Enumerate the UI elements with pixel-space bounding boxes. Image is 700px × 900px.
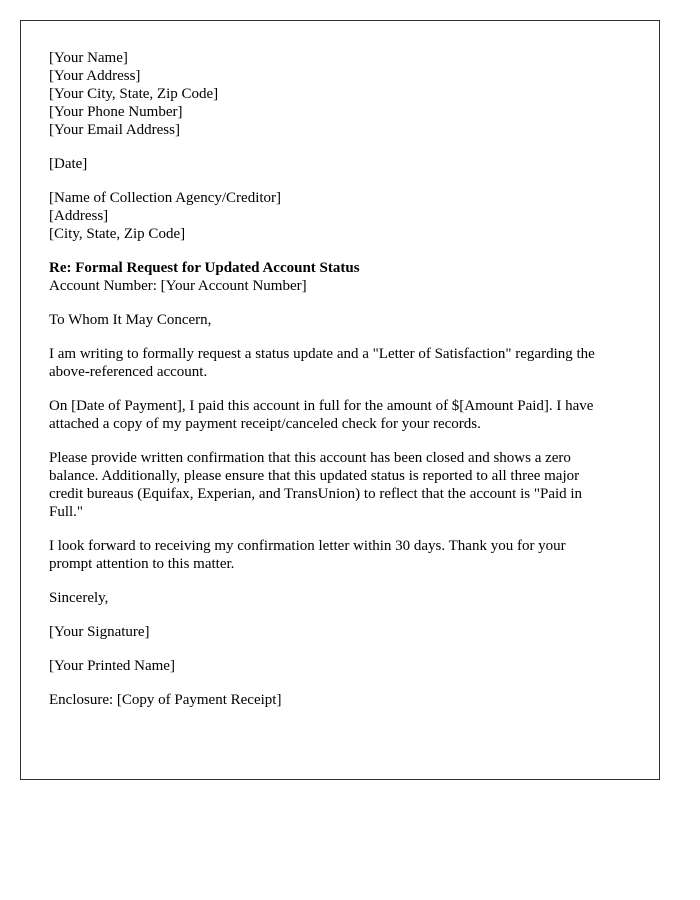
body-paragraph-2-line-1: On [Date of Payment], I paid this account in full for the amount of $[Amount Paid]. I have xyxy=(49,398,594,414)
letter-page xyxy=(20,20,660,780)
subject-line: Re: Formal Request for Updated Account Status xyxy=(49,260,360,276)
body-paragraph-3 xyxy=(49,449,639,521)
body-paragraph-2 xyxy=(49,397,639,433)
sender-address: [Your Address] xyxy=(49,68,141,84)
sender-email: [Your Email Address] xyxy=(49,122,180,138)
body-paragraph-2-line-2: attached a copy of my payment receipt/canceled check for your records. xyxy=(49,416,481,432)
recipient-block xyxy=(49,189,639,243)
letter-content xyxy=(49,49,639,725)
salutation xyxy=(49,311,639,329)
body-paragraph-3-line-1: Please provide written confirmation that this account has been closed and shows a zero xyxy=(49,450,571,466)
signature-placeholder: [Your Signature] xyxy=(49,624,150,640)
body-paragraph-4-line-1: I look forward to receiving my confirmation letter within 30 days. Thank you for your xyxy=(49,538,566,554)
sender-city-state-zip: [Your City, State, Zip Code] xyxy=(49,86,219,102)
body-paragraph-1 xyxy=(49,345,639,381)
recipient-address: [Address] xyxy=(49,208,109,224)
account-number-line: Account Number: [Your Account Number] xyxy=(49,278,307,294)
sender-block xyxy=(49,49,639,139)
letter-date: [Date] xyxy=(49,156,88,172)
body-paragraph-3-line-2: balance. Additionally, please ensure that this updated status is reported to all three major xyxy=(49,468,580,484)
enclosure-block xyxy=(49,691,639,709)
closing xyxy=(49,589,639,607)
printed-name: [Your Printed Name] xyxy=(49,658,175,674)
date-block xyxy=(49,155,639,173)
salutation-text: To Whom It May Concern, xyxy=(49,312,212,328)
sender-phone: [Your Phone Number] xyxy=(49,104,183,120)
printed-name-block xyxy=(49,657,639,675)
enclosure-line: Enclosure: [Copy of Payment Receipt] xyxy=(49,692,282,708)
body-paragraph-4 xyxy=(49,537,639,573)
body-paragraph-4-line-2: prompt attention to this matter. xyxy=(49,556,235,572)
body-paragraph-3-line-4: Full." xyxy=(49,504,84,520)
subject-block xyxy=(49,259,639,295)
closing-text: Sincerely, xyxy=(49,590,109,606)
recipient-city-state-zip: [City, State, Zip Code] xyxy=(49,226,186,242)
body-paragraph-1-line-1: I am writing to formally request a status update and a "Letter of Satisfaction" regarding the xyxy=(49,346,595,362)
sender-name: [Your Name] xyxy=(49,50,128,66)
body-paragraph-1-line-2: above-referenced account. xyxy=(49,364,208,380)
signature-block xyxy=(49,623,639,641)
body-paragraph-3-line-3: credit bureaus (Equifax, Experian, and TransUnion) to reflect that the account is "Paid in xyxy=(49,486,583,502)
recipient-name: [Name of Collection Agency/Creditor] xyxy=(49,190,282,206)
